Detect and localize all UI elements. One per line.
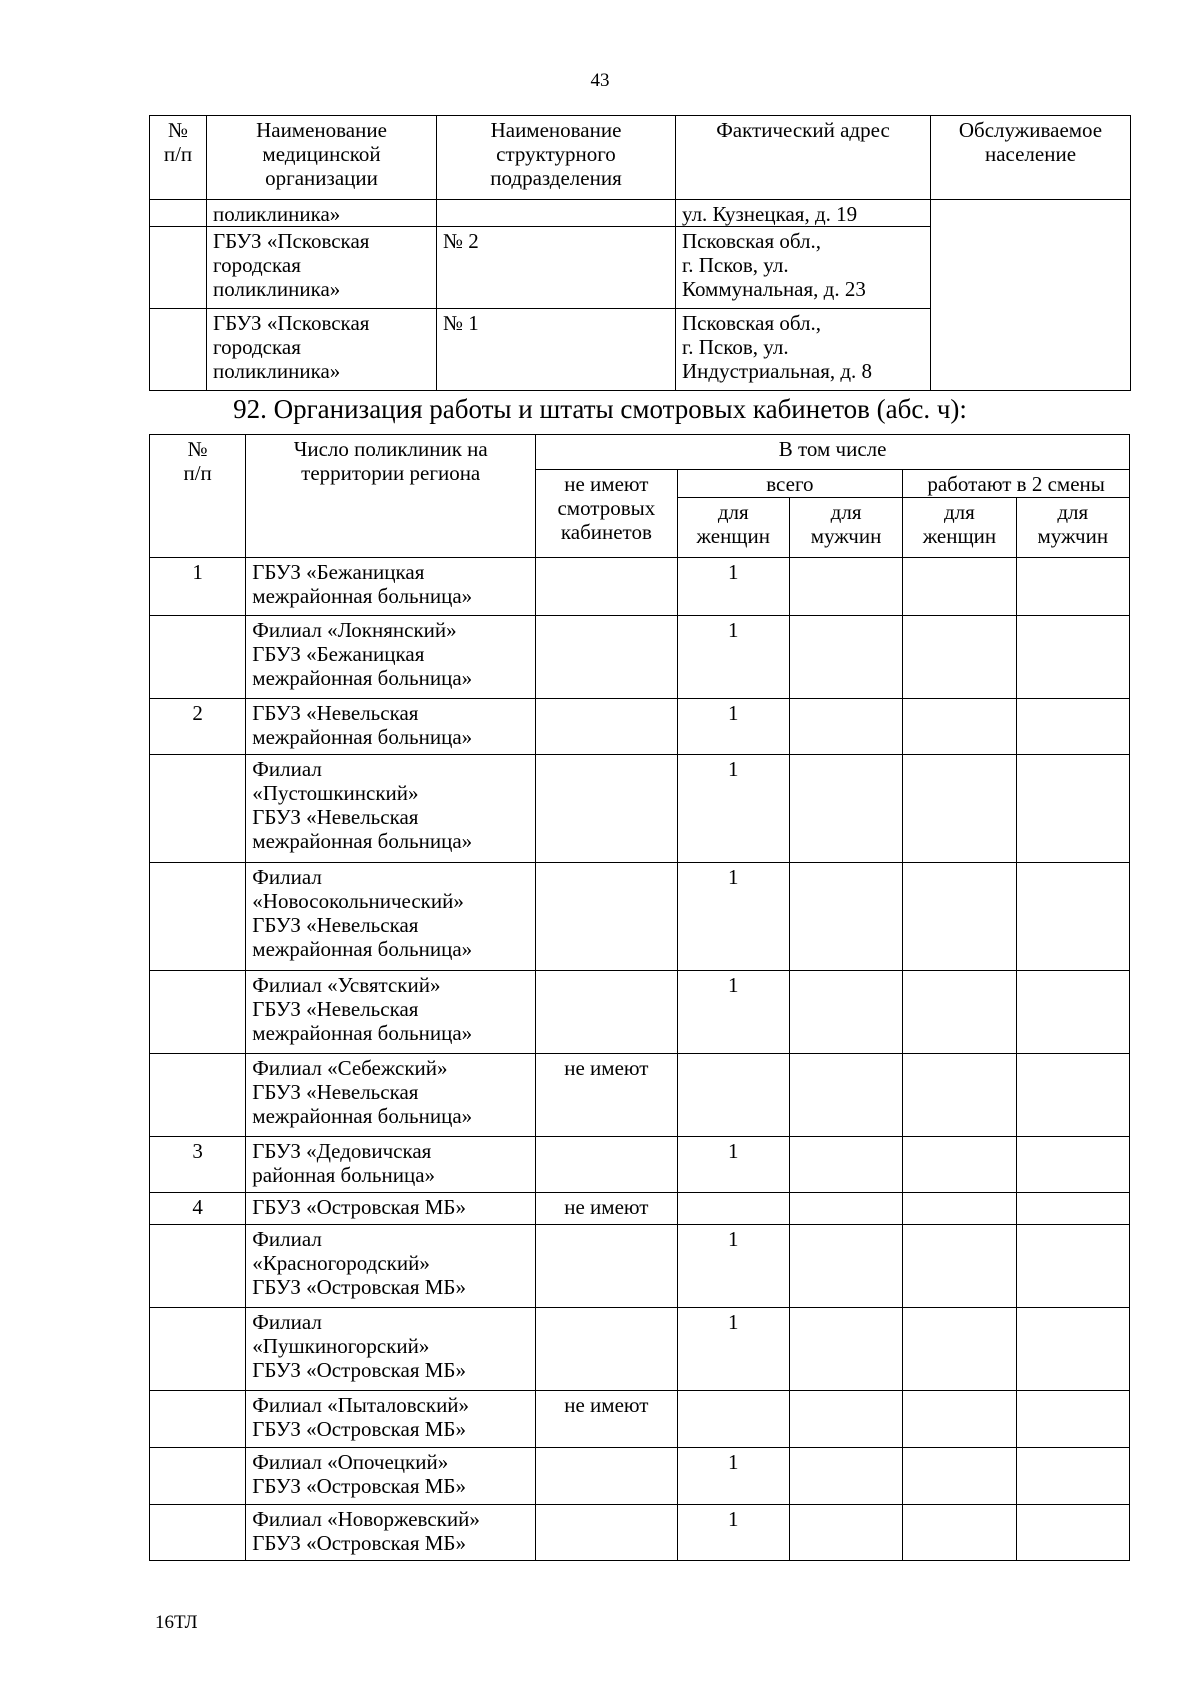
table-row xyxy=(150,1308,1130,1391)
row-num xyxy=(150,309,207,391)
row-shifts-women xyxy=(903,558,1016,616)
row-num xyxy=(150,1505,246,1561)
table-row xyxy=(150,616,1130,699)
row-total-men xyxy=(789,699,902,755)
col-header-org-name: Наименование медицинской организации xyxy=(207,116,437,200)
row-org: поликлиника» xyxy=(207,200,437,227)
table-row xyxy=(150,558,1130,616)
row-total-men xyxy=(789,1391,902,1448)
row-shifts-women xyxy=(903,1505,1016,1561)
table-row xyxy=(150,699,1130,755)
col-header-clinics: Число поликлиник на территории региона xyxy=(246,435,536,558)
row-total-men xyxy=(789,1137,902,1193)
row-total-women: 1 xyxy=(677,616,789,699)
row-no-rooms xyxy=(536,699,677,755)
row-total-women: 1 xyxy=(677,699,789,755)
row-name: ГБУЗ «Бежаницкая межрайонная больница» xyxy=(246,558,536,616)
col-header-address: Фактический адрес xyxy=(676,116,931,200)
row-address: Псковская обл., г. Псков, ул. Коммунальная, д. 23 xyxy=(676,227,931,309)
table-row xyxy=(150,1054,1130,1137)
row-shifts-women xyxy=(903,971,1016,1054)
row-no-rooms: не имеют xyxy=(536,1391,677,1448)
row-unit: № 2 xyxy=(437,227,676,309)
row-shifts-women xyxy=(903,699,1016,755)
row-shifts-men xyxy=(1016,1137,1129,1193)
row-shifts-women xyxy=(903,1225,1016,1308)
row-total-women xyxy=(677,1054,789,1137)
row-total-women: 1 xyxy=(677,1225,789,1308)
row-num xyxy=(150,863,246,971)
row-org: ГБУЗ «Псковская городская поликлиника» xyxy=(207,227,437,309)
row-num xyxy=(150,971,246,1054)
row-name: Филиал «Себежский» ГБУЗ «Невельская межрайонная больница» xyxy=(246,1054,536,1137)
row-num xyxy=(150,1054,246,1137)
table-row xyxy=(150,755,1130,863)
row-num xyxy=(150,1448,246,1505)
row-num: 1 xyxy=(150,558,246,616)
row-no-rooms xyxy=(536,1225,677,1308)
addresses-table xyxy=(149,115,1131,391)
row-shifts-men xyxy=(1016,1193,1129,1225)
row-num xyxy=(150,1225,246,1308)
row-no-rooms xyxy=(536,1308,677,1391)
row-shifts-women xyxy=(903,1391,1016,1448)
col-header-including: В том числе xyxy=(536,435,1130,470)
row-shifts-men xyxy=(1016,1308,1129,1391)
row-name: ГБУЗ «Островская МБ» xyxy=(246,1193,536,1225)
row-no-rooms xyxy=(536,616,677,699)
row-total-women: 1 xyxy=(677,971,789,1054)
row-name: Филиал «Опочецкий» ГБУЗ «Островская МБ» xyxy=(246,1448,536,1505)
row-total-women xyxy=(677,1391,789,1448)
row-shifts-men xyxy=(1016,971,1129,1054)
row-shifts-men xyxy=(1016,1054,1129,1137)
row-total-women: 1 xyxy=(677,558,789,616)
col-header-total: всего xyxy=(677,470,903,498)
table-row xyxy=(150,200,1131,227)
row-shifts-men xyxy=(1016,755,1129,863)
row-no-rooms: не имеют xyxy=(536,1193,677,1225)
row-shifts-women xyxy=(903,1137,1016,1193)
row-name: ГБУЗ «Дедовичская районная больница» xyxy=(246,1137,536,1193)
col-header-num: № п/п xyxy=(150,116,207,200)
col-header-shifts-men: для мужчин xyxy=(1016,498,1129,558)
table-row xyxy=(150,1505,1130,1561)
row-shifts-men xyxy=(1016,1225,1129,1308)
row-no-rooms xyxy=(536,971,677,1054)
row-total-men xyxy=(789,558,902,616)
row-total-women xyxy=(677,1193,789,1225)
row-shifts-women xyxy=(903,1448,1016,1505)
row-no-rooms xyxy=(536,755,677,863)
row-shifts-men xyxy=(1016,699,1129,755)
row-total-women: 1 xyxy=(677,1448,789,1505)
population-cell xyxy=(931,200,1131,391)
table-row xyxy=(150,1448,1130,1505)
row-name: ГБУЗ «Невельская межрайонная больница» xyxy=(246,699,536,755)
table-row xyxy=(150,863,1130,971)
row-no-rooms: не имеют xyxy=(536,1054,677,1137)
row-no-rooms xyxy=(536,1448,677,1505)
row-name: Филиал «Красногородский» ГБУЗ «Островская МБ» xyxy=(246,1225,536,1308)
row-no-rooms xyxy=(536,863,677,971)
row-shifts-women xyxy=(903,1054,1016,1137)
table-row xyxy=(150,971,1130,1054)
row-num xyxy=(150,1308,246,1391)
row-unit xyxy=(437,200,676,227)
row-num xyxy=(150,200,207,227)
row-num: 2 xyxy=(150,699,246,755)
row-num xyxy=(150,1391,246,1448)
row-total-men xyxy=(789,971,902,1054)
col-header-shifts-women: для женщин xyxy=(903,498,1016,558)
row-total-men xyxy=(789,616,902,699)
exam-rooms-table xyxy=(149,434,1130,1561)
row-num: 3 xyxy=(150,1137,246,1193)
row-total-women: 1 xyxy=(677,863,789,971)
row-shifts-women xyxy=(903,863,1016,971)
col-header-total-women: для женщин xyxy=(677,498,789,558)
col-header-population: Обслуживаемое население xyxy=(931,116,1131,200)
row-num xyxy=(150,755,246,863)
row-name: Филиал «Новосокольнический» ГБУЗ «Невельская межрайонная больница» xyxy=(246,863,536,971)
row-address: Псковская обл., г. Псков, ул. Индустриальная, д. 8 xyxy=(676,309,931,391)
row-no-rooms xyxy=(536,1505,677,1561)
row-shifts-men xyxy=(1016,1505,1129,1561)
row-total-men xyxy=(789,1225,902,1308)
row-total-women: 1 xyxy=(677,755,789,863)
row-total-men xyxy=(789,755,902,863)
row-shifts-men xyxy=(1016,1448,1129,1505)
row-name: Филиал «Пыталовский» ГБУЗ «Островская МБ» xyxy=(246,1391,536,1448)
row-name: Филиал «Локнянский» ГБУЗ «Бежаницкая межрайонная больница» xyxy=(246,616,536,699)
row-shifts-men xyxy=(1016,863,1129,971)
row-name: Филиал «Пушкиногорский» ГБУЗ «Островская МБ» xyxy=(246,1308,536,1391)
col-header-two-shifts: работают в 2 смены xyxy=(903,470,1130,498)
row-total-women: 1 xyxy=(677,1137,789,1193)
footer-code: 16ТЛ xyxy=(155,1612,198,1633)
row-shifts-women xyxy=(903,1308,1016,1391)
table-row xyxy=(150,1391,1130,1448)
row-shifts-women xyxy=(903,616,1016,699)
row-total-men xyxy=(789,1308,902,1391)
row-num: 4 xyxy=(150,1193,246,1225)
row-address: ул. Кузнецкая, д. 19 xyxy=(676,200,931,227)
row-shifts-men xyxy=(1016,1391,1129,1448)
table-row xyxy=(150,1225,1130,1308)
row-total-men xyxy=(789,863,902,971)
row-shifts-women xyxy=(903,755,1016,863)
row-name: Филиал «Новоржевский» ГБУЗ «Островская МБ» xyxy=(246,1505,536,1561)
row-shifts-women xyxy=(903,1193,1016,1225)
row-no-rooms xyxy=(536,558,677,616)
row-num xyxy=(150,227,207,309)
table-row xyxy=(150,1193,1130,1225)
row-no-rooms xyxy=(536,1137,677,1193)
row-shifts-men xyxy=(1016,616,1129,699)
row-org: ГБУЗ «Псковская городская поликлиника» xyxy=(207,309,437,391)
row-name: Филиал «Усвятский» ГБУЗ «Невельская межрайонная больница» xyxy=(246,971,536,1054)
table-row xyxy=(150,1137,1130,1193)
row-total-men xyxy=(789,1054,902,1137)
row-total-women: 1 xyxy=(677,1505,789,1561)
section-title: 92. Организация работы и штаты смотровых кабинетов (абс. ч): xyxy=(233,394,967,424)
row-total-men xyxy=(789,1505,902,1561)
row-name: Филиал «Пустошкинский» ГБУЗ «Невельская межрайонная больница» xyxy=(246,755,536,863)
row-num xyxy=(150,616,246,699)
row-shifts-men xyxy=(1016,558,1129,616)
row-total-men xyxy=(789,1193,902,1225)
row-unit: № 1 xyxy=(437,309,676,391)
row-total-women: 1 xyxy=(677,1308,789,1391)
col-header-num: № п/п xyxy=(150,435,246,558)
col-header-total-men: для мужчин xyxy=(789,498,902,558)
row-total-men xyxy=(789,1448,902,1505)
page-number: 43 xyxy=(590,70,610,91)
col-header-no-rooms: не имеют смотровых кабинетов xyxy=(536,470,677,558)
col-header-unit-name: Наименование структурного подразделения xyxy=(437,116,676,200)
